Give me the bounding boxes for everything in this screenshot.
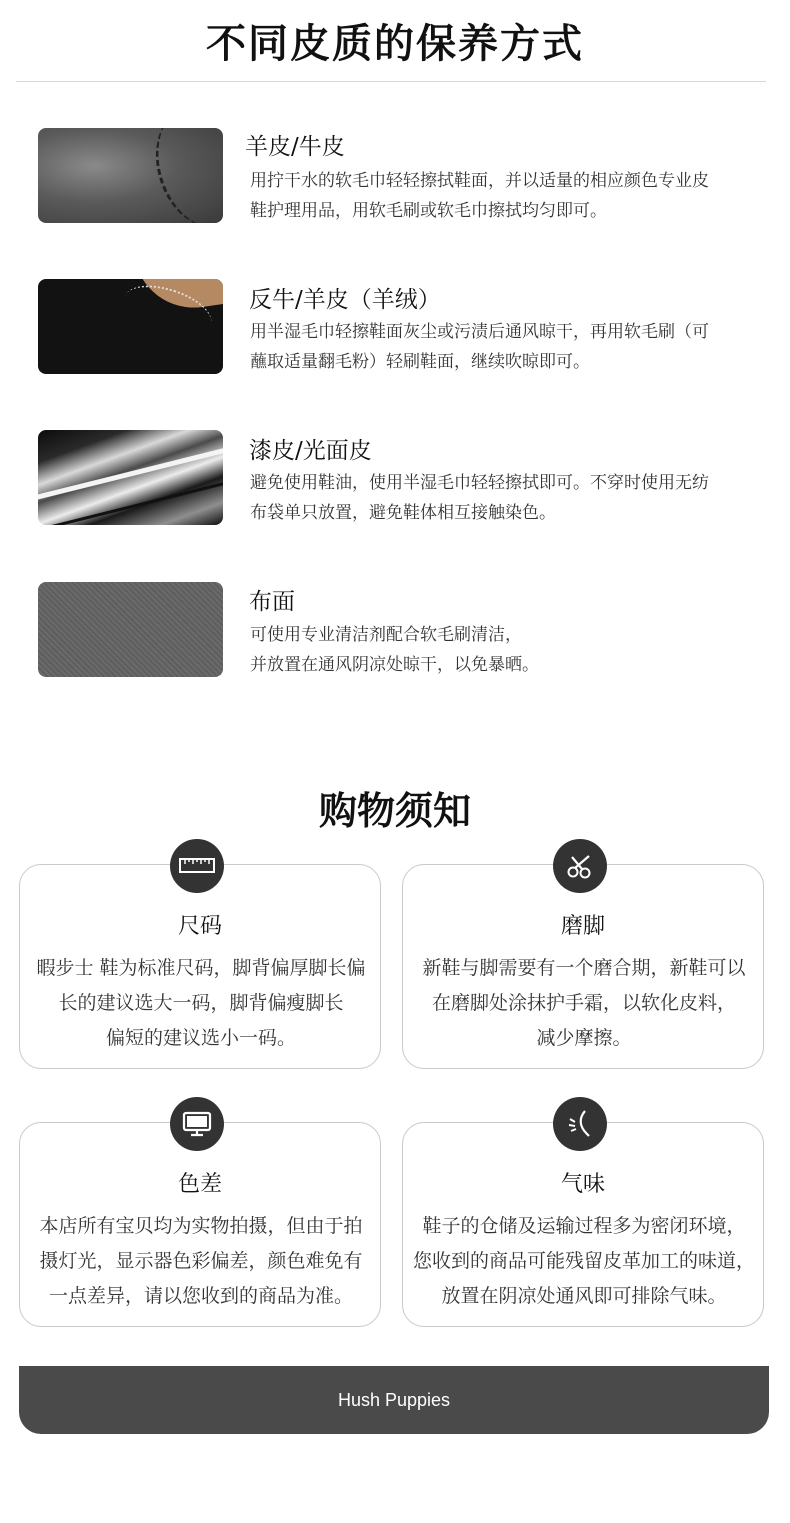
card-text-line: 鞋子的仓储及运输过程多为密闭环境， xyxy=(422,1215,746,1237)
care-item-fabric xyxy=(38,582,768,682)
card-heading: 尺码 xyxy=(177,914,222,939)
care-heading: 反牛/羊皮（羊绒） xyxy=(249,287,441,313)
care-heading: 布面 xyxy=(249,589,295,615)
notice-card-smell xyxy=(402,1122,764,1327)
footer-bar xyxy=(19,1366,769,1434)
care-text-line: 蘸取适量翻毛粉）轻刷鞋面，继续吹晾即可。 xyxy=(250,352,590,372)
card-heading: 磨脚 xyxy=(560,914,605,939)
care-text-line: 避免使用鞋油，使用半湿毛巾轻轻擦拭即可。不穿时使用无纺 xyxy=(250,473,709,493)
card-text-line: 本店所有宝贝均为实物拍摄，但由于拍 xyxy=(39,1215,363,1237)
fabric-image xyxy=(38,582,223,677)
care-title: 不同皮质的保养方式 xyxy=(206,21,584,67)
card-text-line: 您收到的商品可能残留皮革加工的味道， xyxy=(412,1250,755,1272)
footer-brand: Hush Puppies xyxy=(337,1389,451,1410)
care-item-sheep-cow xyxy=(38,128,768,228)
suede-leather-image xyxy=(38,279,223,374)
card-text-line: 新鞋与脚需要有一个磨合期，新鞋可以 xyxy=(422,957,746,979)
notice-card-size xyxy=(19,864,381,1069)
care-item-suede xyxy=(38,279,768,379)
card-text-line: 减少摩擦。 xyxy=(536,1027,632,1049)
notice-title: 购物须知 xyxy=(318,789,471,833)
card-text-line: 长的建议选大一码，脚背偏瘦脚长 xyxy=(58,992,344,1014)
care-heading: 漆皮/光面皮 xyxy=(249,438,372,464)
card-text-line: 摄灯光，显示器色彩偏差，颜色难免有 xyxy=(39,1250,363,1272)
care-item-patent xyxy=(38,430,768,530)
care-text xyxy=(250,468,750,528)
card-text-line: 放置在阴凉处通风即可排除气味。 xyxy=(441,1285,727,1307)
scissors-icon xyxy=(553,839,607,893)
care-heading: 羊皮/牛皮 xyxy=(245,134,345,160)
care-text xyxy=(250,620,750,680)
care-text-line: 鞋护理用品，用软毛刷或软毛巾擦拭均匀即可。 xyxy=(250,201,607,221)
care-text-line: 用拧干水的软毛巾轻轻擦拭鞋面，并以适量的相应颜色专业皮 xyxy=(250,171,709,191)
title-divider xyxy=(16,81,766,82)
care-text-line: 布袋单只放置，避免鞋体相互接触染色。 xyxy=(250,503,556,523)
card-text xyxy=(26,951,376,1056)
smell-icon xyxy=(553,1097,607,1151)
care-text xyxy=(250,166,750,226)
card-heading: 气味 xyxy=(560,1172,605,1197)
care-text-line: 可使用专业清洁剂配合软毛刷清洁， xyxy=(250,625,522,645)
card-text-line: 在磨脚处涂抹护手霜，以软化皮料， xyxy=(431,992,736,1014)
card-text-line: 一点差异，请以您收到的商品为准。 xyxy=(48,1285,353,1307)
card-text xyxy=(409,951,759,1056)
card-text xyxy=(26,1209,376,1314)
care-text-line: 并放置在通风阴凉处晾干，以免暴晒。 xyxy=(250,655,539,675)
card-text-line: 暇步士 鞋为标准尺码，脚背偏厚脚长偏 xyxy=(36,957,366,979)
patent-leather-image xyxy=(38,430,223,525)
care-text xyxy=(250,317,750,377)
notice-card-color xyxy=(19,1122,381,1327)
card-heading: 色差 xyxy=(177,1172,222,1197)
card-text xyxy=(409,1209,759,1314)
sheep-leather-image xyxy=(38,128,223,223)
monitor-icon xyxy=(170,1097,224,1151)
care-text-line: 用半湿毛巾轻擦鞋面灰尘或污渍后通风晾干，再用软毛刷（可 xyxy=(250,322,709,342)
ruler-icon xyxy=(170,839,224,893)
card-text-line: 偏短的建议选小一码。 xyxy=(105,1027,296,1049)
notice-card-chafing xyxy=(402,864,764,1069)
